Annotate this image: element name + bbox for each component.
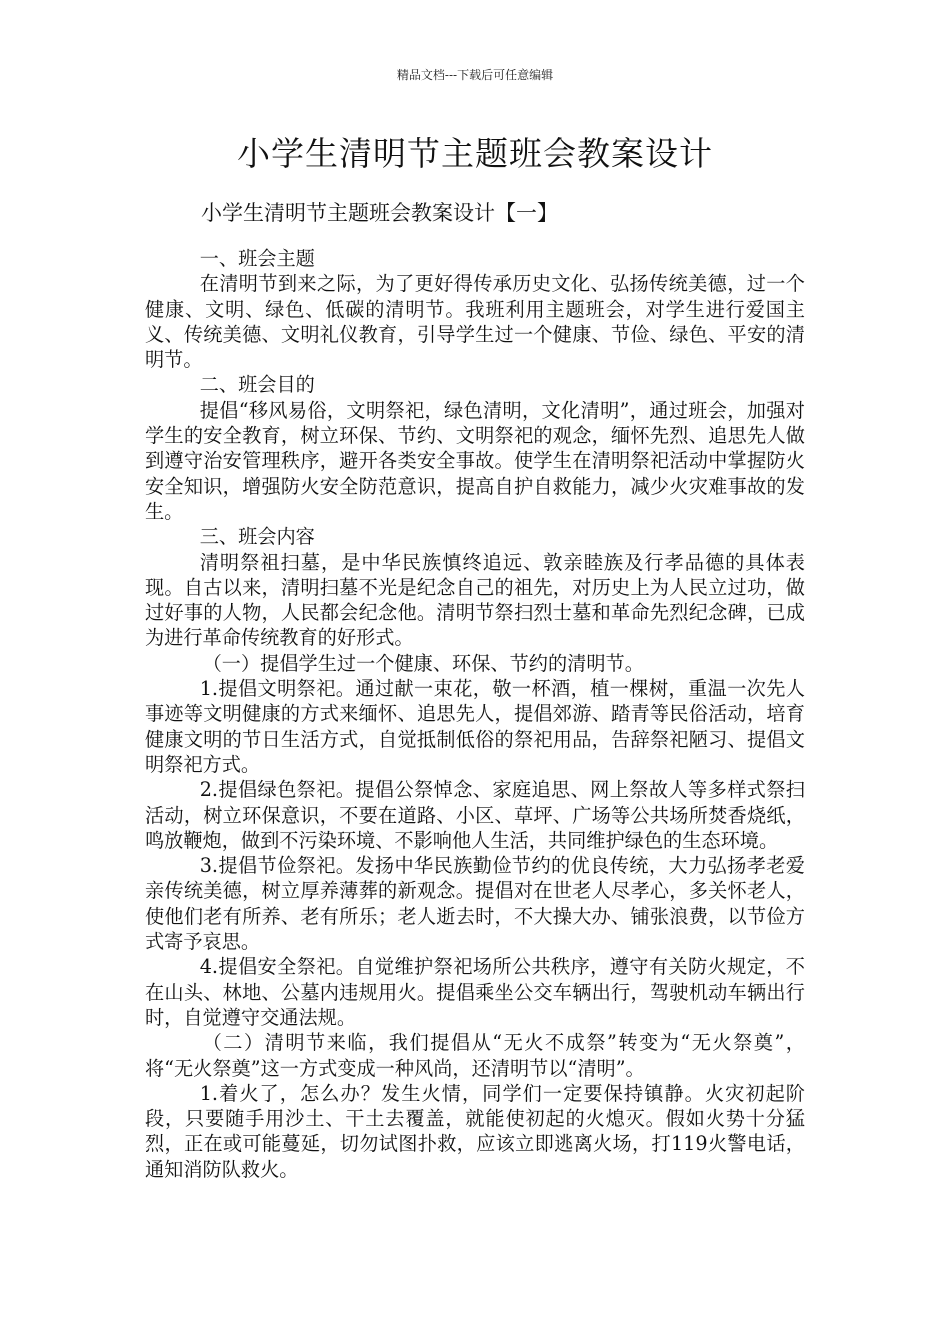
subheading-two: （二）清明节来临，我们提倡从“无火不成祭”转变为“无火祭奠”，将“无火祭奠”这一方式变成一种风尚，还清明节以“清明”。 <box>145 1031 805 1080</box>
page-header: 精品文档---下载后可任意编辑 <box>396 68 554 82</box>
subheading-one: （一）提倡学生过一个健康、环保、节约的清明节。 <box>202 651 644 675</box>
paragraph-item-2: 2.提倡绿色祭祀。提倡公祭悼念、家庭追思、网上祭故人等多样式祭扫活动，树立环保意识，不要在道路、小区、草坪、广场等公共场所焚香烧纸，鸣放鞭炮，做到不污染环境、不影响他人生活，共同维护绿色的生态环境。 <box>145 778 805 852</box>
paragraph-purpose: 提倡“移风易俗，文明祭祀，绿色清明，文化清明”，通过班会，加强对学生的安全教育，树立环保、节约、文明祭祀的观念，缅怀先烈、追思先人做到遵守治安管理秩序，避开各类安全事故。使学生在清明祭祀活动中掌握防火安全知识，增强防火安全防范意识，提高自护自救能力，减少火灾难事故的发生。 <box>145 398 805 523</box>
document-title: 小学生清明节主题班会教案设计 <box>237 134 713 173</box>
heading-content: 三、班会内容 <box>199 525 315 549</box>
document-body <box>145 246 805 1182</box>
paragraph-fire-1: 1.着火了，怎么办？发生火情，同学们一定要保持镇静。火灾初起阶段，只要随手用沙土、干土去覆盖，就能使初起的火熄灭。假如火势十分猛烈，正在或可能蔓延，切勿试图扑救，应该立即逃离火场，打119火警电话，通知消防队救火。 <box>145 1081 805 1181</box>
heading-purpose: 二、班会目的 <box>199 373 315 397</box>
paragraph-theme: 在清明节到来之际，为了更好得传承历史文化、弘扬传统美德，过一个健康、文明、绿色、低碳的清明节。我班利用主题班会，对学生进行爱国主义、传统美德、文明礼仪教育，引导学生过一个健康、节俭、绿色、平安的清明节。 <box>145 272 805 372</box>
paragraph-item-4: 4.提倡安全祭祀。自觉维护祭祀场所公共秩序，遵守有关防火规定，不在山头、林地、公墓内违规用火。提倡乘坐公交车辆出行，驾驶机动车辆出行时，自觉遵守交通法规。 <box>145 955 805 1029</box>
heading-theme: 一、班会主题 <box>199 247 315 270</box>
paragraph-item-3: 3.提倡节俭祭祀。发扬中华民族勤俭节约的优良传统，大力弘扬孝老爱亲传统美德，树立厚养薄葬的新观念。提倡对在世老人尽孝心，多关怀老人，使他们老有所养、老有所乐；老人逝去时，不大操大办、铺张浪费，以节俭方式寄予哀思。 <box>145 854 805 954</box>
section-subtitle: 小学生清明节主题班会教案设计【一】 <box>201 201 558 225</box>
paragraph-item-1: 1.提倡文明祭祀。通过献一束花，敬一杯酒，植一棵树，重温一次先人事迹等文明健康的方式来缅怀、追思先人，提倡郊游、踏青等民俗活动，培育健康文明的节日生活方式，自觉抵制低俗的祭祀用品，告辞祭祀陋习、提倡文明祭祀方式。 <box>145 677 805 776</box>
paragraph-content: 清明祭祖扫墓，是中华民族慎终追远、敦亲睦族及行孝品德的具体表现。自古以来，清明扫墓不光是纪念自己的祖先，对历史上为人民立过功，做过好事的人物，人民都会纪念他。清明节祭扫烈士墓和革命先烈纪念碑，已成为进行革命传统教育的好形式。 <box>145 550 805 650</box>
